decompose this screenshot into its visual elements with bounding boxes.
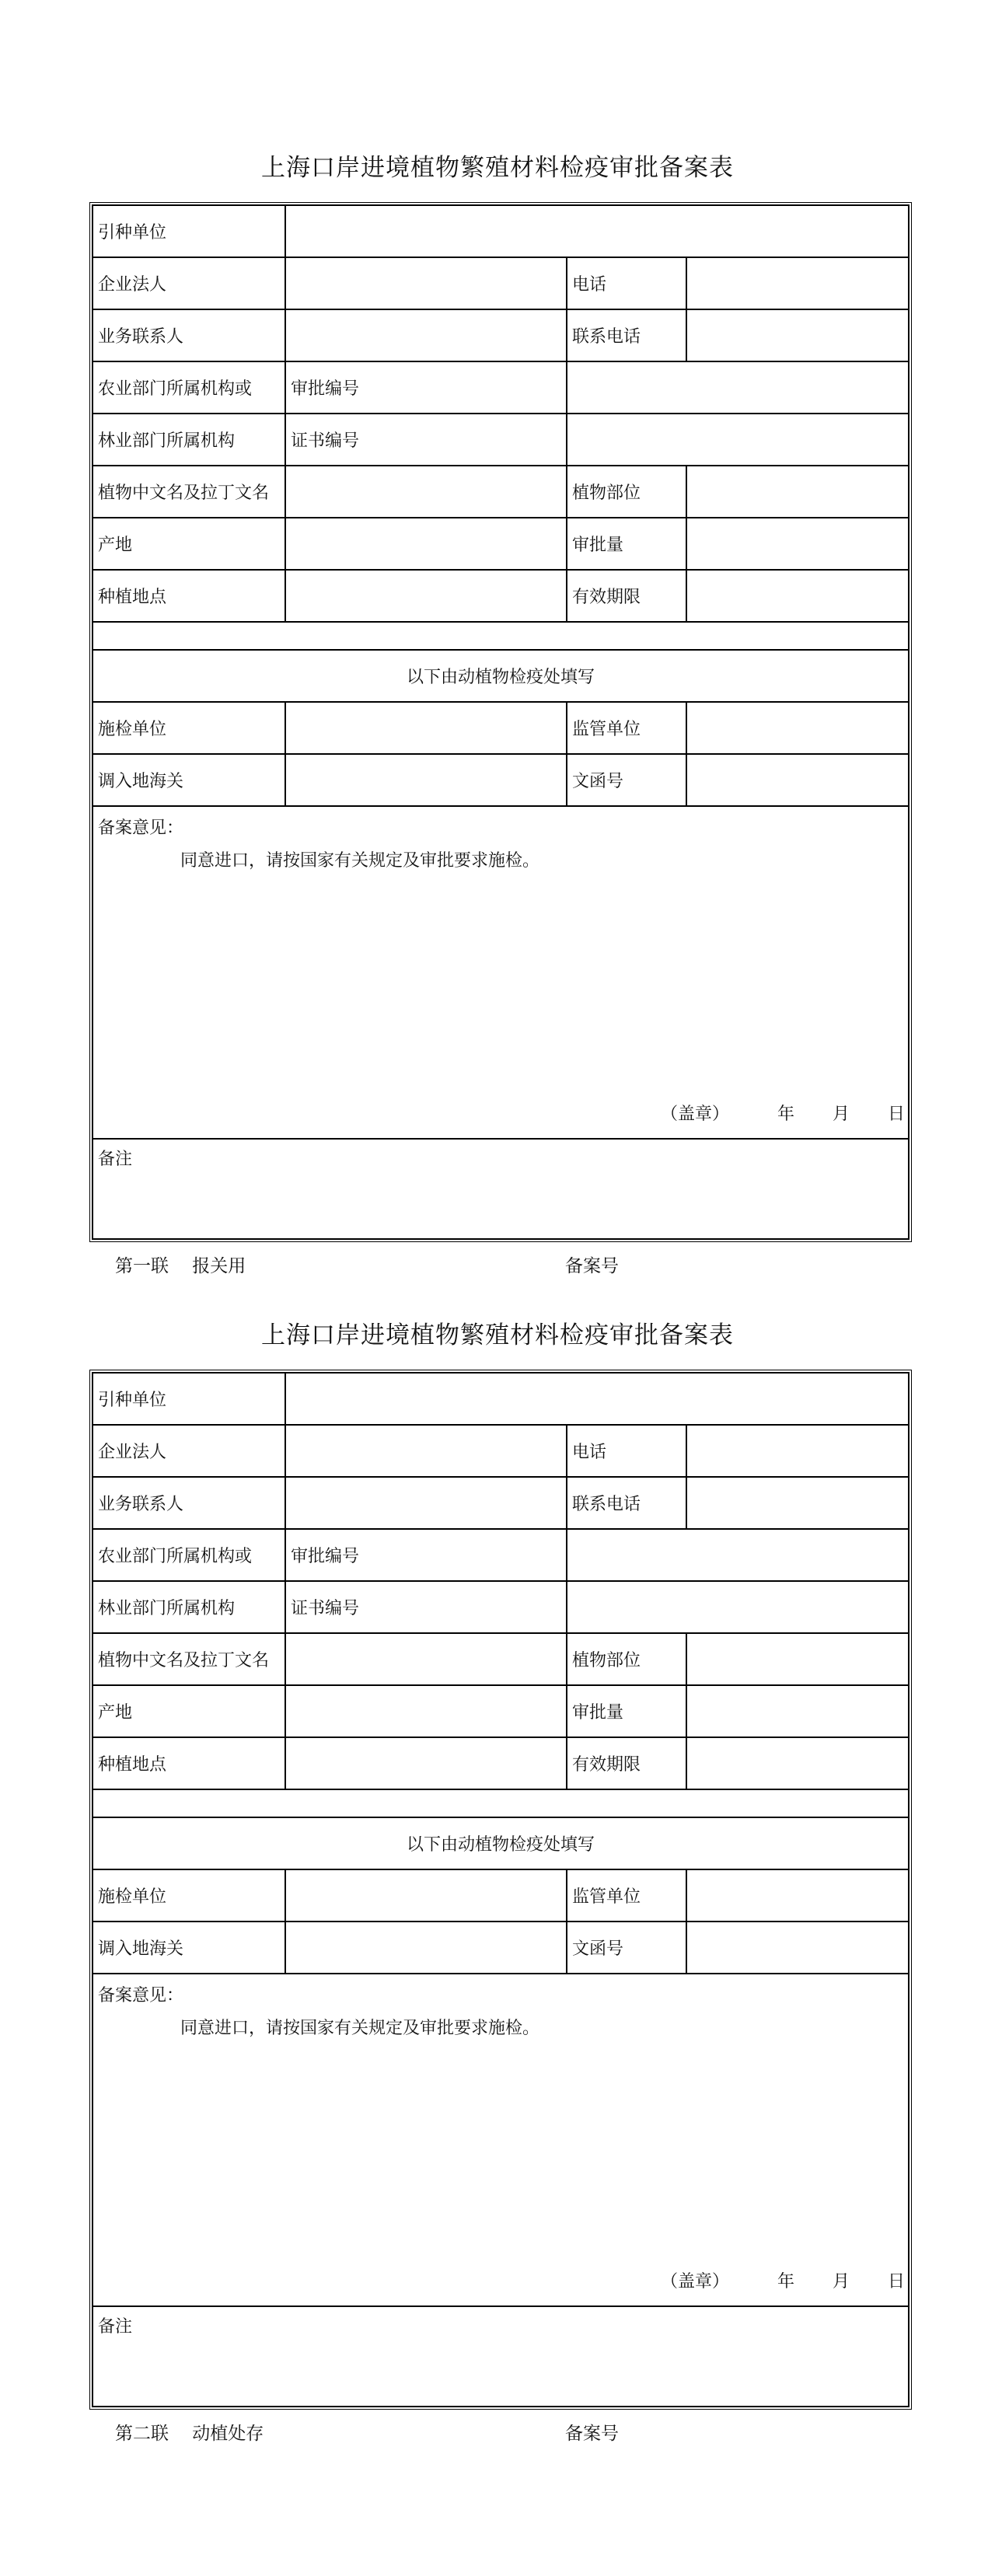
- form-table: [92, 1372, 909, 2407]
- opinion-text: 同意进口，请按国家有关规定及审批要求施检。: [180, 851, 540, 871]
- field-customs[interactable]: [286, 1922, 567, 1973]
- label-contact-phone: 联系电话: [572, 327, 641, 347]
- row-legal-person: [93, 258, 908, 310]
- form-title: 上海口岸进境植物繁殖材料检疫审批备案表: [261, 154, 734, 182]
- label-approved-qty: 审批量: [572, 536, 624, 555]
- row-opinion: [93, 1974, 908, 2307]
- label-origin: 产地: [98, 1703, 133, 1723]
- label-plant-part: 植物部位: [572, 1651, 641, 1670]
- field-introducer[interactable]: [286, 1374, 908, 1424]
- row-customs: [93, 755, 908, 807]
- label-cert-no: 证书编号: [291, 431, 360, 451]
- section-header: 以下由动植物检疫处填写: [406, 668, 595, 687]
- field-phone[interactable]: [687, 1426, 908, 1476]
- field-contact-person[interactable]: [286, 310, 567, 361]
- footer-copy-label: 第一联 报关用: [115, 1256, 246, 1276]
- label-validity: 有效期限: [572, 1755, 641, 1775]
- row-agri-dept: [93, 1530, 908, 1582]
- label-inspection-unit: 施检单位: [98, 720, 167, 739]
- field-inspection-unit[interactable]: [286, 1870, 567, 1921]
- row-agri-dept: [93, 362, 908, 414]
- section-header: 以下由动植物检疫处填写: [406, 1835, 595, 1855]
- field-cert-no[interactable]: [567, 414, 908, 465]
- label-introducer: 引种单位: [98, 223, 167, 243]
- field-validity[interactable]: [687, 1738, 908, 1789]
- field-contact-phone[interactable]: [687, 1478, 908, 1528]
- day-label: 日: [888, 1105, 906, 1124]
- label-forestry-dept: 林业部门所属机构: [98, 1599, 236, 1618]
- row-remarks: [93, 1140, 908, 1238]
- label-legal-person: 企业法人: [98, 275, 167, 295]
- field-introducer[interactable]: [286, 206, 908, 257]
- field-phone[interactable]: [687, 258, 908, 309]
- row-section-header: [93, 1818, 908, 1870]
- opinion-label: 备案意见：: [98, 1986, 184, 2005]
- field-cert-no[interactable]: [567, 1582, 908, 1632]
- row-section-header: [93, 651, 908, 703]
- label-phone: 电话: [572, 1443, 607, 1462]
- footer-record-no: 备案号: [565, 1256, 619, 1276]
- row-planting-site: [93, 1738, 908, 1790]
- label-contact-person: 业务联系人: [98, 327, 184, 347]
- stamp-label: （盖章）: [661, 1105, 730, 1124]
- row-remarks: [93, 2307, 908, 2406]
- row-spacer: [93, 1790, 908, 1818]
- row-introducer: [93, 206, 908, 258]
- row-opinion: [93, 807, 908, 1140]
- field-plant-part[interactable]: [687, 1634, 908, 1684]
- row-origin: [93, 518, 908, 571]
- field-supervision-unit[interactable]: [687, 703, 908, 753]
- row-forestry-dept: [93, 414, 908, 466]
- field-doc-no[interactable]: [687, 755, 908, 805]
- field-approved-qty[interactable]: [687, 1686, 908, 1737]
- label-phone: 电话: [572, 275, 607, 295]
- field-legal-person[interactable]: [286, 258, 567, 309]
- label-forestry-dept: 林业部门所属机构: [98, 431, 236, 451]
- label-supervision-unit: 监管单位: [572, 1887, 641, 1907]
- row-plant-name: [93, 1634, 908, 1686]
- field-plant-name[interactable]: [286, 466, 567, 517]
- label-introducer: 引种单位: [98, 1391, 167, 1410]
- field-contact-phone[interactable]: [687, 310, 908, 361]
- year-label: 年: [777, 1105, 795, 1124]
- field-supervision-unit[interactable]: [687, 1870, 908, 1921]
- label-contact-phone: 联系电话: [572, 1495, 641, 1514]
- row-inspection: [93, 703, 908, 755]
- field-approval-no[interactable]: [567, 1530, 908, 1580]
- label-customs: 调入地海关: [98, 1939, 184, 1959]
- row-plant-name: [93, 466, 908, 518]
- field-plant-name[interactable]: [286, 1634, 567, 1684]
- label-plant-name: 植物中文名及拉丁文名: [98, 483, 270, 503]
- field-approved-qty[interactable]: [687, 518, 908, 569]
- stamp-label: （盖章）: [661, 2272, 730, 2292]
- row-inspection: [93, 1870, 908, 1922]
- field-approval-no[interactable]: [567, 362, 908, 413]
- field-origin[interactable]: [286, 518, 567, 569]
- label-inspection-unit: 施检单位: [98, 1887, 167, 1907]
- row-planting-site: [93, 571, 908, 623]
- field-inspection-unit[interactable]: [286, 703, 567, 753]
- label-supervision-unit: 监管单位: [572, 720, 641, 739]
- row-spacer: [93, 623, 908, 651]
- footer-record-no: 备案号: [565, 2424, 619, 2444]
- row-customs: [93, 1922, 908, 1974]
- label-doc-no: 文函号: [572, 1939, 624, 1959]
- remarks-label: 备注: [98, 1150, 133, 1169]
- label-planting-site: 种植地点: [98, 588, 167, 607]
- row-forestry-dept: [93, 1582, 908, 1634]
- label-planting-site: 种植地点: [98, 1755, 167, 1775]
- label-approved-qty: 审批量: [572, 1703, 624, 1723]
- row-origin: [93, 1686, 908, 1738]
- label-agri-dept: 农业部门所属机构或: [98, 1547, 253, 1566]
- label-agri-dept: 农业部门所属机构或: [98, 379, 253, 399]
- month-label: 月: [833, 2272, 850, 2292]
- label-doc-no: 文函号: [572, 772, 624, 791]
- label-customs: 调入地海关: [98, 772, 184, 791]
- row-contact: [93, 1478, 908, 1530]
- field-customs[interactable]: [286, 755, 567, 805]
- field-origin[interactable]: [286, 1686, 567, 1737]
- field-contact-person[interactable]: [286, 1478, 567, 1528]
- field-legal-person[interactable]: [286, 1426, 567, 1476]
- month-label: 月: [833, 1105, 850, 1124]
- label-approval-no: 审批编号: [291, 1547, 360, 1566]
- remarks-label: 备注: [98, 2317, 133, 2337]
- opinion-text: 同意进口，请按国家有关规定及审批要求施检。: [180, 2019, 540, 2038]
- field-plant-part[interactable]: [687, 466, 908, 517]
- opinion-label: 备案意见：: [98, 819, 184, 838]
- label-plant-part: 植物部位: [572, 483, 641, 503]
- field-validity[interactable]: [687, 571, 908, 621]
- label-validity: 有效期限: [572, 588, 641, 607]
- label-plant-name: 植物中文名及拉丁文名: [98, 1651, 270, 1670]
- row-contact: [93, 310, 908, 362]
- row-legal-person: [93, 1426, 908, 1478]
- field-planting-site[interactable]: [286, 571, 567, 621]
- label-contact-person: 业务联系人: [98, 1495, 184, 1514]
- year-label: 年: [777, 2272, 795, 2292]
- field-doc-no[interactable]: [687, 1922, 908, 1973]
- label-origin: 产地: [98, 536, 133, 555]
- form-table: [92, 204, 909, 1240]
- label-legal-person: 企业法人: [98, 1443, 167, 1462]
- day-label: 日: [888, 2272, 906, 2292]
- label-cert-no: 证书编号: [291, 1599, 360, 1618]
- field-planting-site[interactable]: [286, 1738, 567, 1789]
- label-approval-no: 审批编号: [291, 379, 360, 399]
- row-introducer: [93, 1374, 908, 1426]
- form-title: 上海口岸进境植物繁殖材料检疫审批备案表: [261, 1321, 734, 1349]
- footer-copy-label: 第二联 动植处存: [115, 2424, 264, 2444]
